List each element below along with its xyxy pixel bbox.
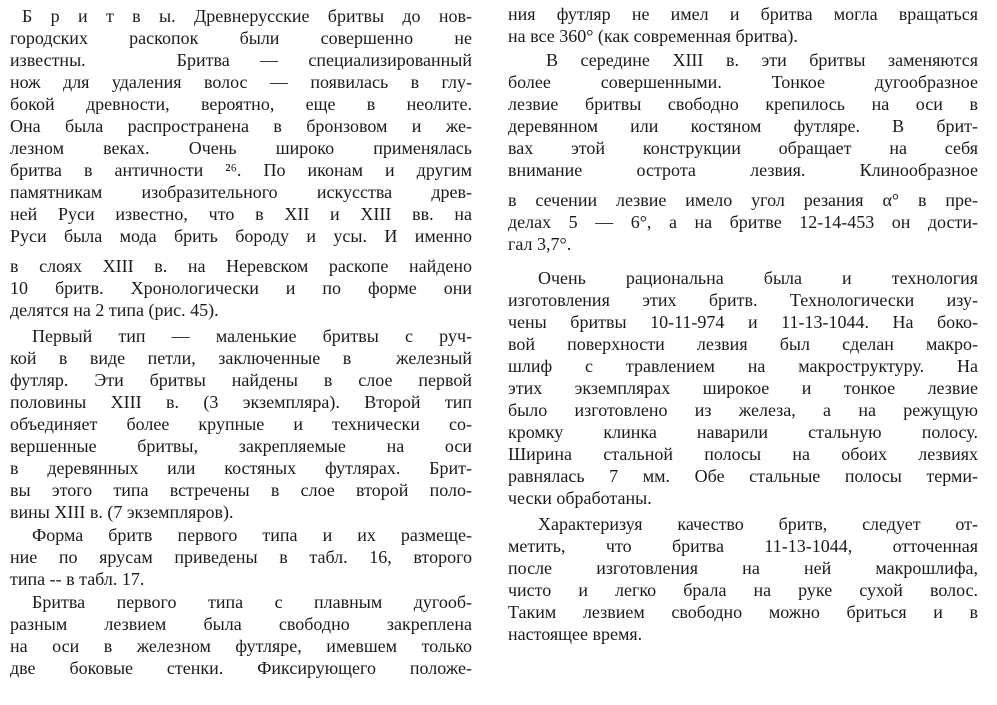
text-line: лезном веках. Очень широко применялась: [10, 138, 472, 158]
text-line: гал 3,7°.: [508, 234, 572, 254]
text-line: метить, что бритва 11-13-1044, отточенная: [508, 536, 978, 556]
text-line: городских раскопок были совершенно не: [10, 28, 472, 48]
text-line: на все 360° (как современная бритва).: [508, 26, 798, 46]
text-line: Руси была мода брить бороду и усы. И именно: [10, 226, 472, 246]
text-line: чены бритвы 10-11-974 и 11-13-1044. На боко-: [508, 312, 978, 332]
text-line: деревянном или костяном футляре. В брит-: [508, 116, 978, 136]
text-line: Очень рациональна была и технология: [538, 268, 978, 288]
text-line: 10 бритв. Хронологически и по форме они: [10, 278, 472, 298]
text-line: в сечении лезвие имело угол резания α° в пре-: [508, 190, 978, 210]
text-line: на оси в железном футляре, имевшем только: [10, 636, 472, 656]
text-line: чески обработаны.: [508, 488, 652, 508]
text-line: памятникам изобразительного искусства древ-: [10, 182, 472, 202]
text-line: делах 5 — 6°, а на бритве 12-14-453 он дости-: [508, 212, 978, 232]
text-line: Первый тип — маленькие бритвы с руч-: [32, 326, 472, 346]
text-line: нож для удаления волос — появилась в глу-: [10, 72, 472, 92]
text-line: типа -- в табл. 17.: [10, 569, 145, 589]
text-line: этих экземплярах широкое и тонкое лезвие: [508, 378, 978, 398]
text-line: разным лезвием была свободно закреплена: [10, 614, 472, 634]
text-line: Б р и т в ы. Древнерусские бритвы до нов-: [22, 6, 472, 26]
text-line: две боковые стенки. Фиксирующего положе-: [10, 658, 472, 678]
text-line: в слоях XIII в. на Неревском раскопе найдено: [10, 256, 472, 276]
text-line: было изготовлено из железа, а на режущую: [508, 400, 978, 420]
text-line: вах этой конструкции обращает на себя: [508, 138, 978, 158]
text-line: шлиф с травлением на макроструктуру. На: [508, 356, 978, 376]
text-line: ния футляр не имел и бритва могла вращаться: [508, 4, 978, 24]
text-line: футляр. Эти бритвы найдены в слое первой: [10, 370, 472, 390]
text-line: равнялась 7 мм. Обе стальные полосы терми-: [508, 466, 978, 486]
text-line: в деревянных или костяных футлярах. Брит-: [10, 458, 472, 478]
text-line: лезвие бритвы свободно крепилось на оси в: [508, 94, 978, 114]
text-line: вершенные бритвы, закрепляемые на оси: [10, 436, 472, 456]
text-line: делятся на 2 типа (рис. 45).: [10, 300, 219, 320]
text-line: объединяет более крупные и технически со-: [10, 414, 472, 434]
text-line: после изготовления на ней макрошлифа,: [508, 558, 978, 578]
text-line: внимание острота лезвия. Клинообразное: [508, 160, 978, 180]
text-line: вы этого типа встречены в слое второй поло-: [10, 480, 472, 500]
text-line: Форма бритв первого типа и их размеще-: [32, 525, 472, 545]
text-line: более совершенными. Тонкое дугообразное: [508, 72, 978, 92]
text-line: кой в виде петли, заключенные в железный: [10, 348, 472, 368]
text-line: настоящее время.: [508, 624, 643, 644]
text-line: Она была распространена в бронзовом и же-: [10, 116, 472, 136]
text-line: ней Руси известно, что в XII и XIII вв. на: [10, 204, 472, 224]
text-line: В середине XIII в. эти бритвы заменяются: [546, 50, 978, 70]
text-line: бритва в античности ²⁶. По иконам и другим: [10, 160, 472, 180]
text-line: Таким лезвием свободно можно бриться и в: [508, 602, 978, 622]
text-line: бокой древности, вероятно, еще в неолите.: [10, 94, 472, 114]
text-line: Ширина стальной полосы на обоих лезвиях: [508, 444, 978, 464]
text-line: известны. Бритва — специализированный: [10, 50, 472, 70]
text-line: Характеризуя качество бритв, следует от-: [538, 514, 978, 534]
text-line: Бритва первого типа с плавным дугооб-: [32, 592, 472, 612]
text-line: половины XIII в. (3 экземпляра). Второй тип: [10, 392, 472, 412]
text-line: вины XIII в. (7 экземпляров).: [10, 502, 234, 522]
text-line: ние по ярусам приведены в табл. 16, второго: [10, 547, 472, 567]
text-line: вой поверхности лезвия был сделан макро-: [508, 334, 978, 354]
text-line: чисто и легко брала на руке сухой волос.: [508, 580, 978, 600]
text-line: изготовления этих бритв. Технологически изу-: [508, 290, 978, 310]
text-line: кромку клинка наварили стальную полосу.: [508, 422, 978, 442]
